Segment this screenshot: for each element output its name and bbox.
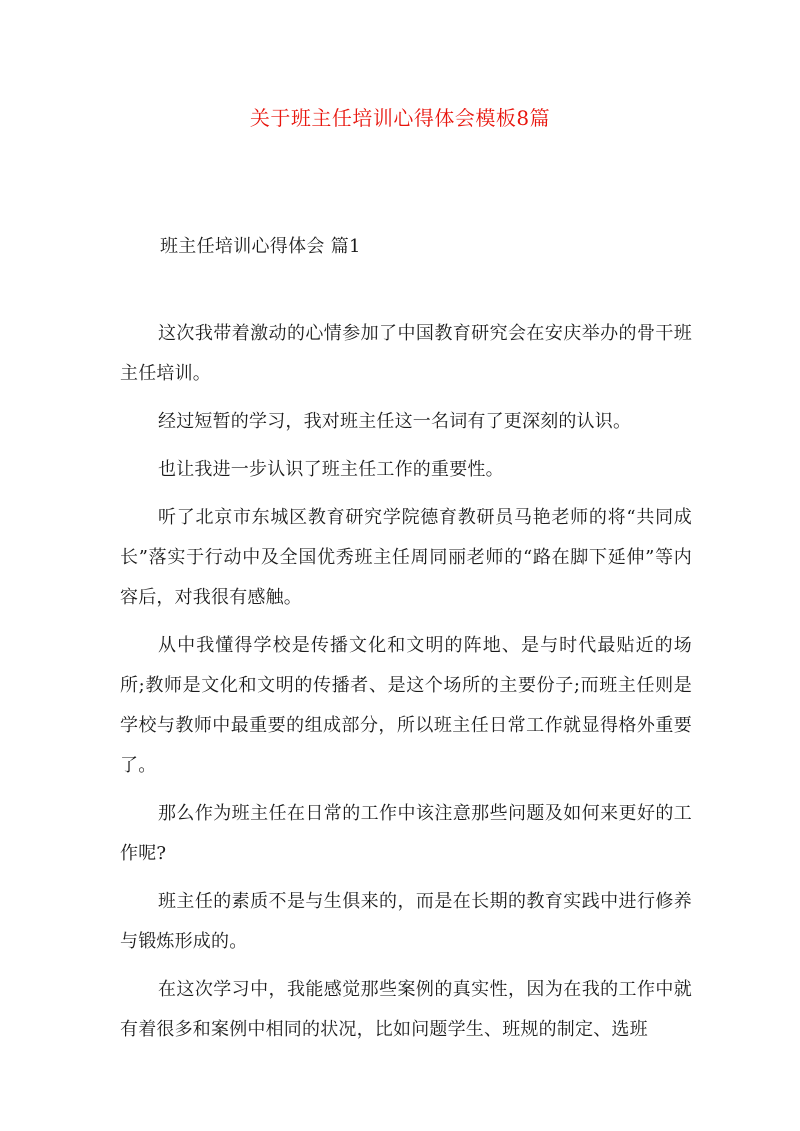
paragraph: 在这次学习中，我能感觉那些案例的真实性，因为在我的工作中就有着很多和案例中相同的状况，比如问题学生、班规的制定、选班 — [120, 979, 692, 1040]
paragraph: 从中我懂得学校是传播文化和文明的阵地、是与时代最贴近的场所;教师是文化和文明的传播者、是这个场所的主要份子;而班主任则是学校与教师中最重要的组成部分，所以班主任日常工作就显得格外重要了。 — [120, 635, 692, 776]
paragraph: 这次我带着激动的心情参加了中国教育研究会在安庆举办的骨干班主任培训。 — [120, 323, 692, 384]
section-heading: 班主任培训心得体会 篇1 — [160, 236, 361, 257]
paragraph: 经过短暂的学习，我对班主任这一名词有了更深刻的认识。 — [158, 411, 632, 432]
paragraph: 那么作为班主任在日常的工作中该注意那些问题及如何来更好的工作呢? — [120, 803, 692, 864]
paragraph: 也让我进一步认识了班主任工作的重要性。 — [158, 459, 504, 480]
paragraph: 班主任的素质不是与生俱来的，而是在长期的教育实践中进行修养与锻炼形成的。 — [120, 891, 692, 952]
document-body — [120, 314, 692, 1058]
paragraph: 听了北京市东城区教育研究学院德育教研员马艳老师的将“共同成长”落实于行动中及全国优秀班主任周同丽老师的“路在脚下延伸”等内容后，对我很有感触。 — [120, 507, 692, 608]
document-title: 关于班主任培训心得体会模板8篇 — [249, 106, 551, 130]
